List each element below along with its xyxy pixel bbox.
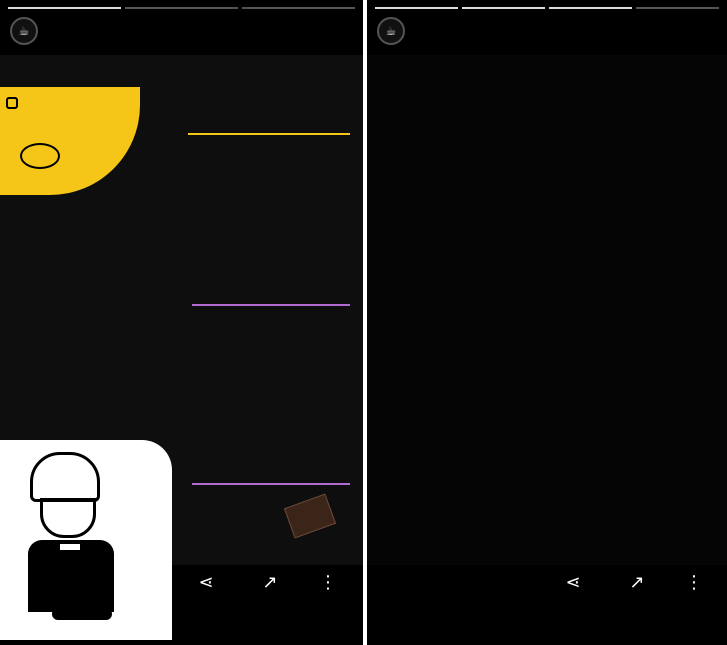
story-header[interactable] <box>377 17 423 45</box>
story-header[interactable] <box>10 17 56 45</box>
divider <box>188 133 350 135</box>
share-icon: ⋖ <box>565 572 581 593</box>
shoes <box>52 608 112 620</box>
chocolate-bar-icon <box>284 493 336 538</box>
divider <box>192 304 350 306</box>
more-button[interactable] <box>654 572 727 602</box>
instagram-icon <box>6 97 18 109</box>
trending-icon: ↗ <box>262 572 278 593</box>
chef-hat-icon <box>30 452 100 502</box>
divider <box>192 483 350 485</box>
avatar[interactable]: ☕ <box>10 17 38 45</box>
yellow-badge <box>0 87 140 195</box>
story-progress-bars <box>375 7 719 9</box>
story-progress-bars <box>8 7 355 9</box>
share-icon: ⋖ <box>198 572 214 593</box>
more-button[interactable] <box>288 572 363 602</box>
avatar[interactable]: ☕ <box>377 17 405 45</box>
more-vertical-icon: ⋮ <box>685 572 703 593</box>
bow-tie-icon <box>58 542 82 552</box>
coffee-cup-icon <box>20 143 60 169</box>
trending-icon: ↗ <box>629 572 645 593</box>
story-panel-right <box>367 0 727 645</box>
face <box>40 498 96 538</box>
menu-image-right <box>367 55 727 565</box>
restaurant-guru-mascot <box>0 440 172 640</box>
story-panel-left <box>0 0 363 645</box>
more-vertical-icon: ⋮ <box>319 572 337 593</box>
